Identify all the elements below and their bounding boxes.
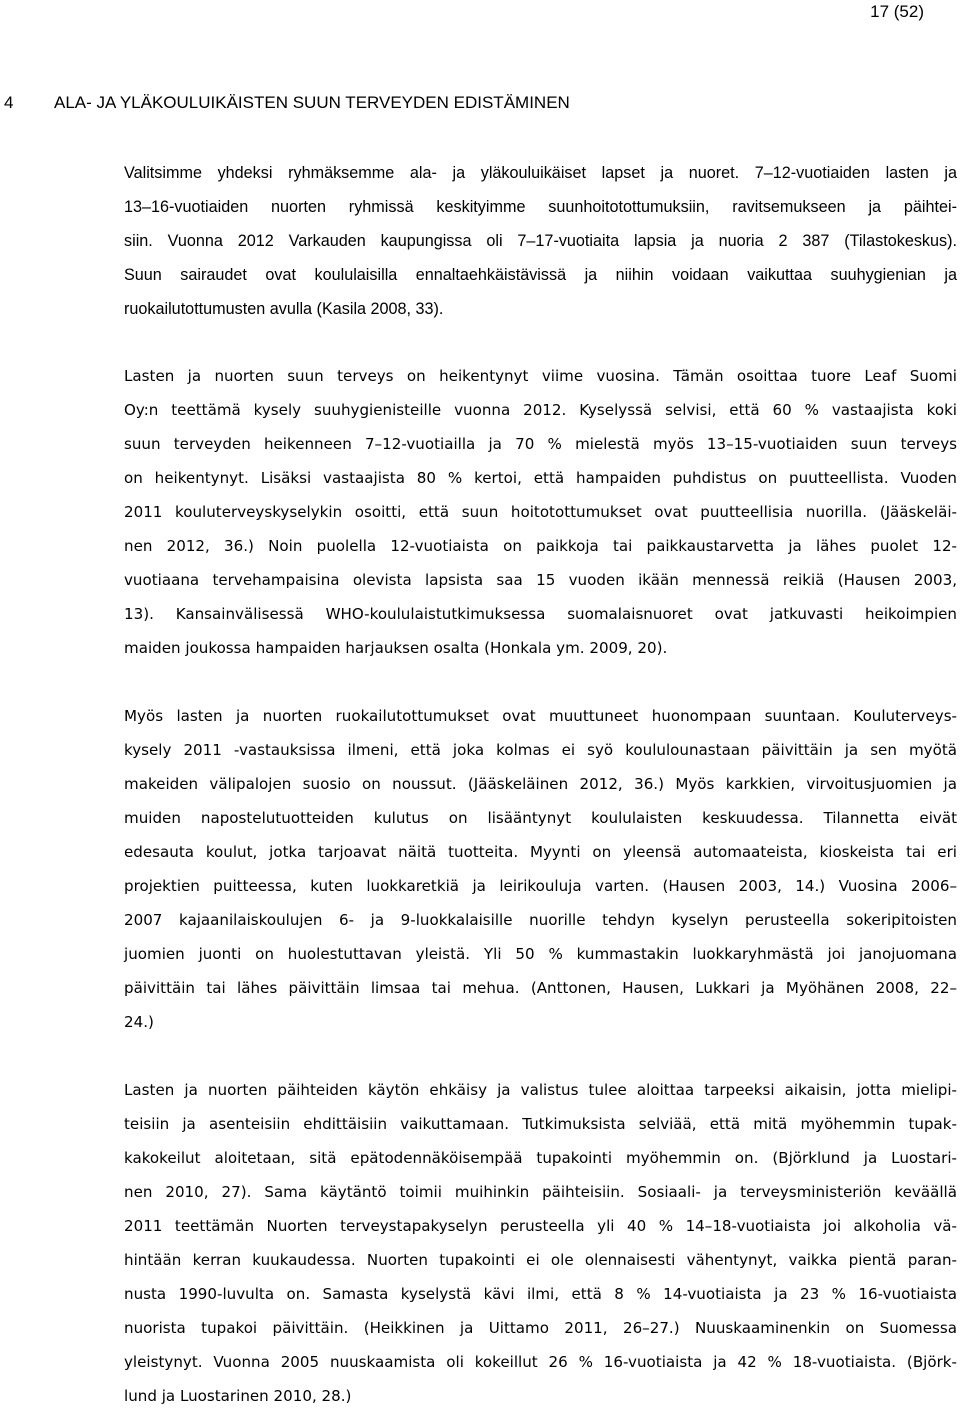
- text-line: 2011 teettämän Nuorten terveystapakyselyn perusteella yli 40 % 14–18-vuotiaista joi alkoholia vä-: [124, 1217, 957, 1235]
- text-line: 24.): [124, 1013, 154, 1031]
- paragraph-eating-habits: [124, 699, 957, 1039]
- text-line: Valitsimme yhdeksi ryhmäksemme ala- ja yläkouluikäiset lapset ja nuoret. 7–12-vuotiaiden lasten ja: [124, 164, 957, 182]
- text-line: juomien juonti on huolestuttavan yleistä. Yli 50 % kummastakin luokkaryhmästä joi janojuomana: [124, 945, 957, 963]
- text-line: Lasten ja nuorten suun terveys on heikentynyt viime vuosina. Tämän osoittaa tuore Leaf Suomi: [124, 367, 957, 385]
- chapter-heading: [4, 93, 570, 113]
- text-line: maiden joukossa hampaiden harjauksen osalta (Honkala ym. 2009, 20).: [124, 639, 668, 657]
- page-number: 17 (52): [870, 2, 924, 21]
- text-line: vuotiaana tervehampaisina olevista lapsista saa 15 vuoden ikään mennessä reikiä (Hausen 2003,: [124, 571, 957, 589]
- text-line: teisiin ja asenteisiin ehdittäisiin vaikuttamaan. Tutkimuksista selviää, että mitä myöhemmin tupak-: [124, 1115, 957, 1133]
- chapter-title: ALA- JA YLÄKOULUIKÄISTEN SUUN TERVEYDEN EDISTÄMINEN: [54, 93, 570, 112]
- text-line: makeiden välipalojen suosio on noussut. (Jääskeläinen 2012, 36.) Myös karkkien, virvoitusjuomien ja: [124, 775, 957, 793]
- text-line: nen 2010, 27). Sama käytäntö toimii muihinkin päihteisiin. Sosiaali- ja terveysministeriön keväällä: [124, 1183, 957, 1201]
- text-line: ruokailutottumusten avulla (Kasila 2008, 33).: [124, 300, 444, 318]
- text-line: projektien puitteessa, kuten luokkaretkiä ja leirikouluja varten. (Hausen 2003, 14.) Vuosina 2006–: [124, 877, 957, 895]
- paragraph-intro: [124, 156, 957, 326]
- paragraph-substances: [124, 1073, 957, 1413]
- text-line: päivittäin tai lähes päivittäin limsaa tai mehua. (Anttonen, Hausen, Lukkari ja Myöhänen 2008, 22–: [124, 979, 957, 997]
- text-line: nusta 1990-luvulta on. Samasta kyselystä kävi ilmi, että 8 % 14-vuotiaista ja 23 % 16-vuotiaista: [124, 1285, 957, 1303]
- text-line: Suun sairaudet ovat koululaisilla ennaltaehkäistävissä ja niihin voidaan vaikuttaa suuhygienian ja: [124, 266, 957, 284]
- text-line: Myös lasten ja nuorten ruokailutottumukset ovat muuttuneet huonompaan suuntaan. Kouluterveys-: [124, 707, 957, 725]
- text-line: hintään kerran kuukaudessa. Nuorten tupakointi ei ole olennaisesti vähentynyt, vaikka pientä paran-: [124, 1251, 957, 1269]
- text-line: kysely 2011 -vastauksissa ilmeni, että joka kolmas ei syö koululounastaan päivittäin ja sen myötä: [124, 741, 957, 759]
- text-line: yleistynyt. Vuonna 2005 nuuskaamista oli kokeillut 26 % 16-vuotiaista ja 42 % 18-vuotiaista. (Björk-: [124, 1353, 957, 1371]
- text-line: nuorista tupakoi päivittäin. (Heikkinen ja Uittamo 2011, 26–27.) Nuuskaaminenkin on Suomessa: [124, 1319, 957, 1337]
- text-line: 2007 kajaanilaiskoulujen 6- ja 9-luokkalaisille nuorille tehdyn kyselyn perusteella sokeripitoisten: [124, 911, 957, 929]
- text-line: on heikentynyt. Lisäksi vastaajista 80 % kertoi, että hampaiden puhdistus on puutteellista. Vuoden: [124, 469, 957, 487]
- text-line: 13–16-vuotiaiden nuorten ryhmissä keskityimme suunhoitotottumuksiin, ravitsemukseen ja päihtei-: [124, 198, 957, 216]
- text-line: suun terveyden heikenneen 7–12-vuotiailla ja 70 % mielestä myös 13–15-vuotiaiden suun terveys: [124, 435, 957, 453]
- chapter-number: 4: [4, 93, 14, 112]
- text-line: 2011 kouluterveyskyselykin osoitti, että suun hoitotottumukset ovat puutteellisia nuorilla. (Jääskeläi-: [124, 503, 957, 521]
- text-line: lund ja Luostarinen 2010, 28.): [124, 1387, 352, 1405]
- text-line: siin. Vuonna 2012 Varkauden kaupungissa oli 7–17-vuotiaita lapsia ja nuoria 2 387 (Tilastokeskus).: [124, 232, 957, 250]
- text-line: edesauta koulut, jotka tarjoavat näitä tuotteita. Myynti on yleensä automaateista, kioskeista tai eri: [124, 843, 957, 861]
- paragraph-oral-health: [124, 359, 957, 665]
- text-line: Oy:n teettämä kysely suuhygienisteille vuonna 2012. Kyselyssä selvisi, että 60 % vastaajista koki: [124, 401, 957, 419]
- text-line: 13). Kansainvälisessä WHO-koululaistutkimuksessa suomalaisnuoret ovat jatkuvasti heikoimpien: [124, 605, 957, 623]
- text-line: kakokeilut aloitetaan, sitä epätodennäköisempää tupakointi myöhemmin on. (Björklund ja Luostari-: [124, 1149, 957, 1167]
- text-line: muiden napostelutuotteiden kulutus on lisääntynyt koululaisten keskuudessa. Tilannetta eivät: [124, 809, 957, 827]
- text-line: Lasten ja nuorten päihteiden käytön ehkäisy ja valistus tulee aloittaa tarpeeksi aikaisin, jotta mielipi-: [124, 1081, 957, 1099]
- text-line: nen 2012, 36.) Noin puolella 12-vuotiaista on paikkoja tai paikkaustarvetta ja lähes puolet 12-: [124, 537, 957, 555]
